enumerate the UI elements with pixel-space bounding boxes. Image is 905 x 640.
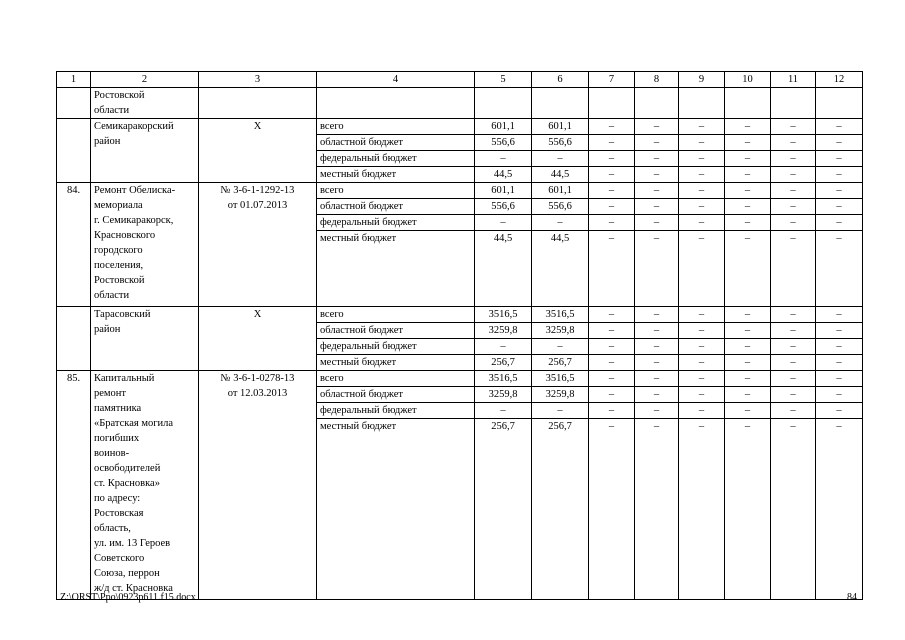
- value-col11: –: [771, 119, 816, 135]
- item-name-line: Советского: [94, 553, 145, 564]
- table-row: [57, 307, 863, 323]
- value-col10: –: [725, 119, 771, 135]
- header-cell: 6: [532, 72, 589, 88]
- item-name-line: мемориала: [94, 200, 143, 211]
- value-col8: –: [635, 199, 679, 215]
- item-name: [91, 119, 199, 183]
- item-name-line: Красновского: [94, 230, 156, 241]
- value-col8: –: [635, 231, 679, 307]
- empty-cell: [771, 88, 816, 119]
- value-col6: 3259,8: [532, 323, 589, 339]
- value-col8: –: [635, 167, 679, 183]
- value-col8: –: [635, 151, 679, 167]
- value-col11: –: [771, 371, 816, 387]
- value-col5: –: [475, 151, 532, 167]
- row-number: [57, 307, 91, 371]
- value-col6: 3516,5: [532, 307, 589, 323]
- value-col12: –: [816, 419, 863, 600]
- funding-source: областной бюджет: [317, 199, 475, 215]
- row-number: 85.: [57, 371, 91, 600]
- value-col8: –: [635, 323, 679, 339]
- document-line: от 01.07.2013: [227, 200, 288, 211]
- value-col11: –: [771, 355, 816, 371]
- table-row: [57, 183, 863, 199]
- value-col7: –: [589, 307, 635, 323]
- value-col10: –: [725, 419, 771, 600]
- document-line: № 3-6-1-0278-13: [220, 373, 295, 384]
- item-name-line: ул. им. 13 Героев: [94, 538, 171, 549]
- value-col9: –: [679, 307, 725, 323]
- value-col9: –: [679, 151, 725, 167]
- value-col6: 601,1: [532, 183, 589, 199]
- item-name-line: Ростовской: [94, 90, 145, 101]
- value-col12: –: [816, 371, 863, 387]
- item-name-line: Капитальный: [94, 373, 155, 384]
- value-col12: –: [816, 135, 863, 151]
- page-number: 84: [847, 592, 857, 603]
- value-col6: –: [532, 215, 589, 231]
- value-col6: 3259,8: [532, 387, 589, 403]
- value-col6: 44,5: [532, 231, 589, 307]
- value-col9: –: [679, 167, 725, 183]
- value-col12: –: [816, 119, 863, 135]
- document-cell: [199, 88, 317, 119]
- document-cell: [199, 307, 317, 371]
- value-col6: 556,6: [532, 199, 589, 215]
- header-row: [57, 72, 863, 88]
- item-name-line: области: [94, 105, 130, 116]
- value-col8: –: [635, 119, 679, 135]
- value-col9: –: [679, 419, 725, 600]
- value-col10: –: [725, 183, 771, 199]
- document-line: от 12.03.2013: [227, 388, 288, 399]
- value-col10: –: [725, 339, 771, 355]
- header-cell: 4: [317, 72, 475, 88]
- header-cell: 2: [91, 72, 199, 88]
- value-col9: –: [679, 183, 725, 199]
- header-cell: 10: [725, 72, 771, 88]
- value-col9: –: [679, 339, 725, 355]
- value-col9: –: [679, 323, 725, 339]
- value-col11: –: [771, 151, 816, 167]
- value-col8: –: [635, 307, 679, 323]
- empty-cell: [317, 88, 475, 119]
- row-number: [57, 119, 91, 183]
- value-col5: 601,1: [475, 119, 532, 135]
- value-col7: –: [589, 119, 635, 135]
- value-col12: –: [816, 323, 863, 339]
- value-col11: –: [771, 387, 816, 403]
- value-col9: –: [679, 119, 725, 135]
- funding-source: местный бюджет: [317, 419, 475, 600]
- value-col9: –: [679, 387, 725, 403]
- item-name-line: ж/д ст. Красновка: [94, 583, 173, 594]
- value-col5: –: [475, 403, 532, 419]
- value-col10: –: [725, 199, 771, 215]
- value-col9: –: [679, 355, 725, 371]
- funding-source: федеральный бюджет: [317, 151, 475, 167]
- header-cell: 8: [635, 72, 679, 88]
- value-col5: –: [475, 215, 532, 231]
- empty-cell: [816, 88, 863, 119]
- value-col7: –: [589, 183, 635, 199]
- funding-source: местный бюджет: [317, 355, 475, 371]
- item-name-line: район: [94, 324, 121, 335]
- value-col7: –: [589, 199, 635, 215]
- value-col7: –: [589, 231, 635, 307]
- value-col8: –: [635, 403, 679, 419]
- value-col7: –: [589, 323, 635, 339]
- value-col12: –: [816, 339, 863, 355]
- item-name-line: г. Семикаракорск,: [94, 215, 174, 226]
- funding-source: федеральный бюджет: [317, 339, 475, 355]
- value-col9: –: [679, 231, 725, 307]
- value-col12: –: [816, 183, 863, 199]
- item-name: [91, 88, 199, 119]
- value-col10: –: [725, 387, 771, 403]
- value-col10: –: [725, 323, 771, 339]
- item-name-line: ремонт: [94, 388, 127, 399]
- item-name-line: «Братская могила: [94, 418, 174, 429]
- value-col11: –: [771, 403, 816, 419]
- value-col8: –: [635, 387, 679, 403]
- funding-source: всего: [317, 183, 475, 199]
- item-name: [91, 183, 199, 307]
- value-col9: –: [679, 199, 725, 215]
- footer-file-path: Z:\ORST\Ppo\0923p611.f15.docx: [60, 592, 196, 603]
- document-line: Х: [253, 309, 262, 320]
- value-col8: –: [635, 371, 679, 387]
- value-col5: 556,6: [475, 199, 532, 215]
- document-line: Х: [253, 121, 262, 132]
- value-col12: –: [816, 167, 863, 183]
- value-col10: –: [725, 371, 771, 387]
- value-col10: –: [725, 355, 771, 371]
- value-col11: –: [771, 307, 816, 323]
- value-col11: –: [771, 183, 816, 199]
- value-col11: –: [771, 135, 816, 151]
- item-name-line: Ремонт Обелиска-: [94, 185, 176, 196]
- value-col9: –: [679, 135, 725, 151]
- item-name-line: области: [94, 290, 130, 301]
- value-col5: 601,1: [475, 183, 532, 199]
- value-col6: 256,7: [532, 355, 589, 371]
- value-col12: –: [816, 231, 863, 307]
- empty-cell: [725, 88, 771, 119]
- budget-table: [56, 71, 863, 600]
- empty-cell: [679, 88, 725, 119]
- value-col6: 601,1: [532, 119, 589, 135]
- value-col5: 3516,5: [475, 307, 532, 323]
- value-col8: –: [635, 339, 679, 355]
- value-col5: 3259,8: [475, 387, 532, 403]
- value-col12: –: [816, 403, 863, 419]
- value-col11: –: [771, 339, 816, 355]
- value-col8: –: [635, 135, 679, 151]
- value-col7: –: [589, 339, 635, 355]
- value-col7: –: [589, 215, 635, 231]
- item-name: [91, 307, 199, 371]
- value-col9: –: [679, 215, 725, 231]
- header-cell: 9: [679, 72, 725, 88]
- value-col5: 256,7: [475, 355, 532, 371]
- document-cell: [199, 119, 317, 183]
- empty-cell: [589, 88, 635, 119]
- funding-source: федеральный бюджет: [317, 403, 475, 419]
- item-name-line: Ростовской: [94, 275, 145, 286]
- value-col6: –: [532, 151, 589, 167]
- value-col7: –: [589, 403, 635, 419]
- value-col6: 3516,5: [532, 371, 589, 387]
- item-name: [91, 371, 199, 600]
- funding-source: областной бюджет: [317, 387, 475, 403]
- value-col11: –: [771, 323, 816, 339]
- item-name-line: освободителей: [94, 463, 161, 474]
- value-col10: –: [725, 135, 771, 151]
- value-col11: –: [771, 215, 816, 231]
- value-col10: –: [725, 151, 771, 167]
- value-col11: –: [771, 231, 816, 307]
- value-col6: 256,7: [532, 419, 589, 600]
- document-cell: [199, 183, 317, 307]
- value-col7: –: [589, 135, 635, 151]
- value-col5: 256,7: [475, 419, 532, 600]
- value-col12: –: [816, 215, 863, 231]
- value-col11: –: [771, 199, 816, 215]
- value-col11: –: [771, 167, 816, 183]
- funding-source: всего: [317, 371, 475, 387]
- funding-source: всего: [317, 119, 475, 135]
- item-name-line: по адресу:: [94, 493, 141, 504]
- document-cell: [199, 371, 317, 600]
- value-col12: –: [816, 151, 863, 167]
- value-col7: –: [589, 387, 635, 403]
- item-name-line: городского: [94, 245, 143, 256]
- table-body: [57, 72, 863, 600]
- value-col11: –: [771, 419, 816, 600]
- item-name-line: ст. Красновка»: [94, 478, 160, 489]
- value-col8: –: [635, 419, 679, 600]
- value-col6: 44,5: [532, 167, 589, 183]
- table-row: [57, 88, 863, 119]
- item-name-line: Ростовская: [94, 508, 144, 519]
- funding-source: местный бюджет: [317, 167, 475, 183]
- value-col10: –: [725, 231, 771, 307]
- item-name-line: область,: [94, 523, 131, 534]
- funding-source: областной бюджет: [317, 323, 475, 339]
- value-col5: –: [475, 339, 532, 355]
- item-name-line: воинов-: [94, 448, 130, 459]
- item-name-line: погибших: [94, 433, 140, 444]
- value-col7: –: [589, 151, 635, 167]
- value-col5: 3259,8: [475, 323, 532, 339]
- value-col6: –: [532, 403, 589, 419]
- value-col12: –: [816, 387, 863, 403]
- table-row: [57, 119, 863, 135]
- funding-source: местный бюджет: [317, 231, 475, 307]
- row-number: 84.: [57, 183, 91, 307]
- value-col10: –: [725, 307, 771, 323]
- item-name-line: Союза, перрон: [94, 568, 160, 579]
- value-col8: –: [635, 215, 679, 231]
- header-cell: 5: [475, 72, 532, 88]
- value-col8: –: [635, 183, 679, 199]
- empty-cell: [532, 88, 589, 119]
- header-cell: 3: [199, 72, 317, 88]
- table-row: [57, 371, 863, 387]
- value-col9: –: [679, 403, 725, 419]
- row-number: [57, 88, 91, 119]
- value-col7: –: [589, 355, 635, 371]
- funding-source: федеральный бюджет: [317, 215, 475, 231]
- header-cell: 7: [589, 72, 635, 88]
- value-col12: –: [816, 355, 863, 371]
- value-col7: –: [589, 419, 635, 600]
- value-col5: 556,6: [475, 135, 532, 151]
- value-col12: –: [816, 199, 863, 215]
- header-cell: 1: [57, 72, 91, 88]
- value-col6: 556,6: [532, 135, 589, 151]
- header-cell: 12: [816, 72, 863, 88]
- value-col12: –: [816, 307, 863, 323]
- value-col7: –: [589, 167, 635, 183]
- value-col6: –: [532, 339, 589, 355]
- empty-cell: [475, 88, 532, 119]
- value-col10: –: [725, 403, 771, 419]
- item-name-line: памятника: [94, 403, 142, 414]
- value-col10: –: [725, 167, 771, 183]
- item-name-line: Тарасовский: [94, 309, 151, 320]
- item-name-line: район: [94, 136, 121, 147]
- document-line: № 3-6-1-1292-13: [220, 185, 295, 196]
- funding-source: всего: [317, 307, 475, 323]
- funding-source: областной бюджет: [317, 135, 475, 151]
- value-col5: 44,5: [475, 167, 532, 183]
- header-cell: 11: [771, 72, 816, 88]
- value-col10: –: [725, 215, 771, 231]
- value-col8: –: [635, 355, 679, 371]
- item-name-line: поселения,: [94, 260, 144, 271]
- value-col5: 44,5: [475, 231, 532, 307]
- item-name-line: Семикаракорский: [94, 121, 174, 132]
- value-col7: –: [589, 371, 635, 387]
- value-col9: –: [679, 371, 725, 387]
- value-col5: 3516,5: [475, 371, 532, 387]
- empty-cell: [635, 88, 679, 119]
